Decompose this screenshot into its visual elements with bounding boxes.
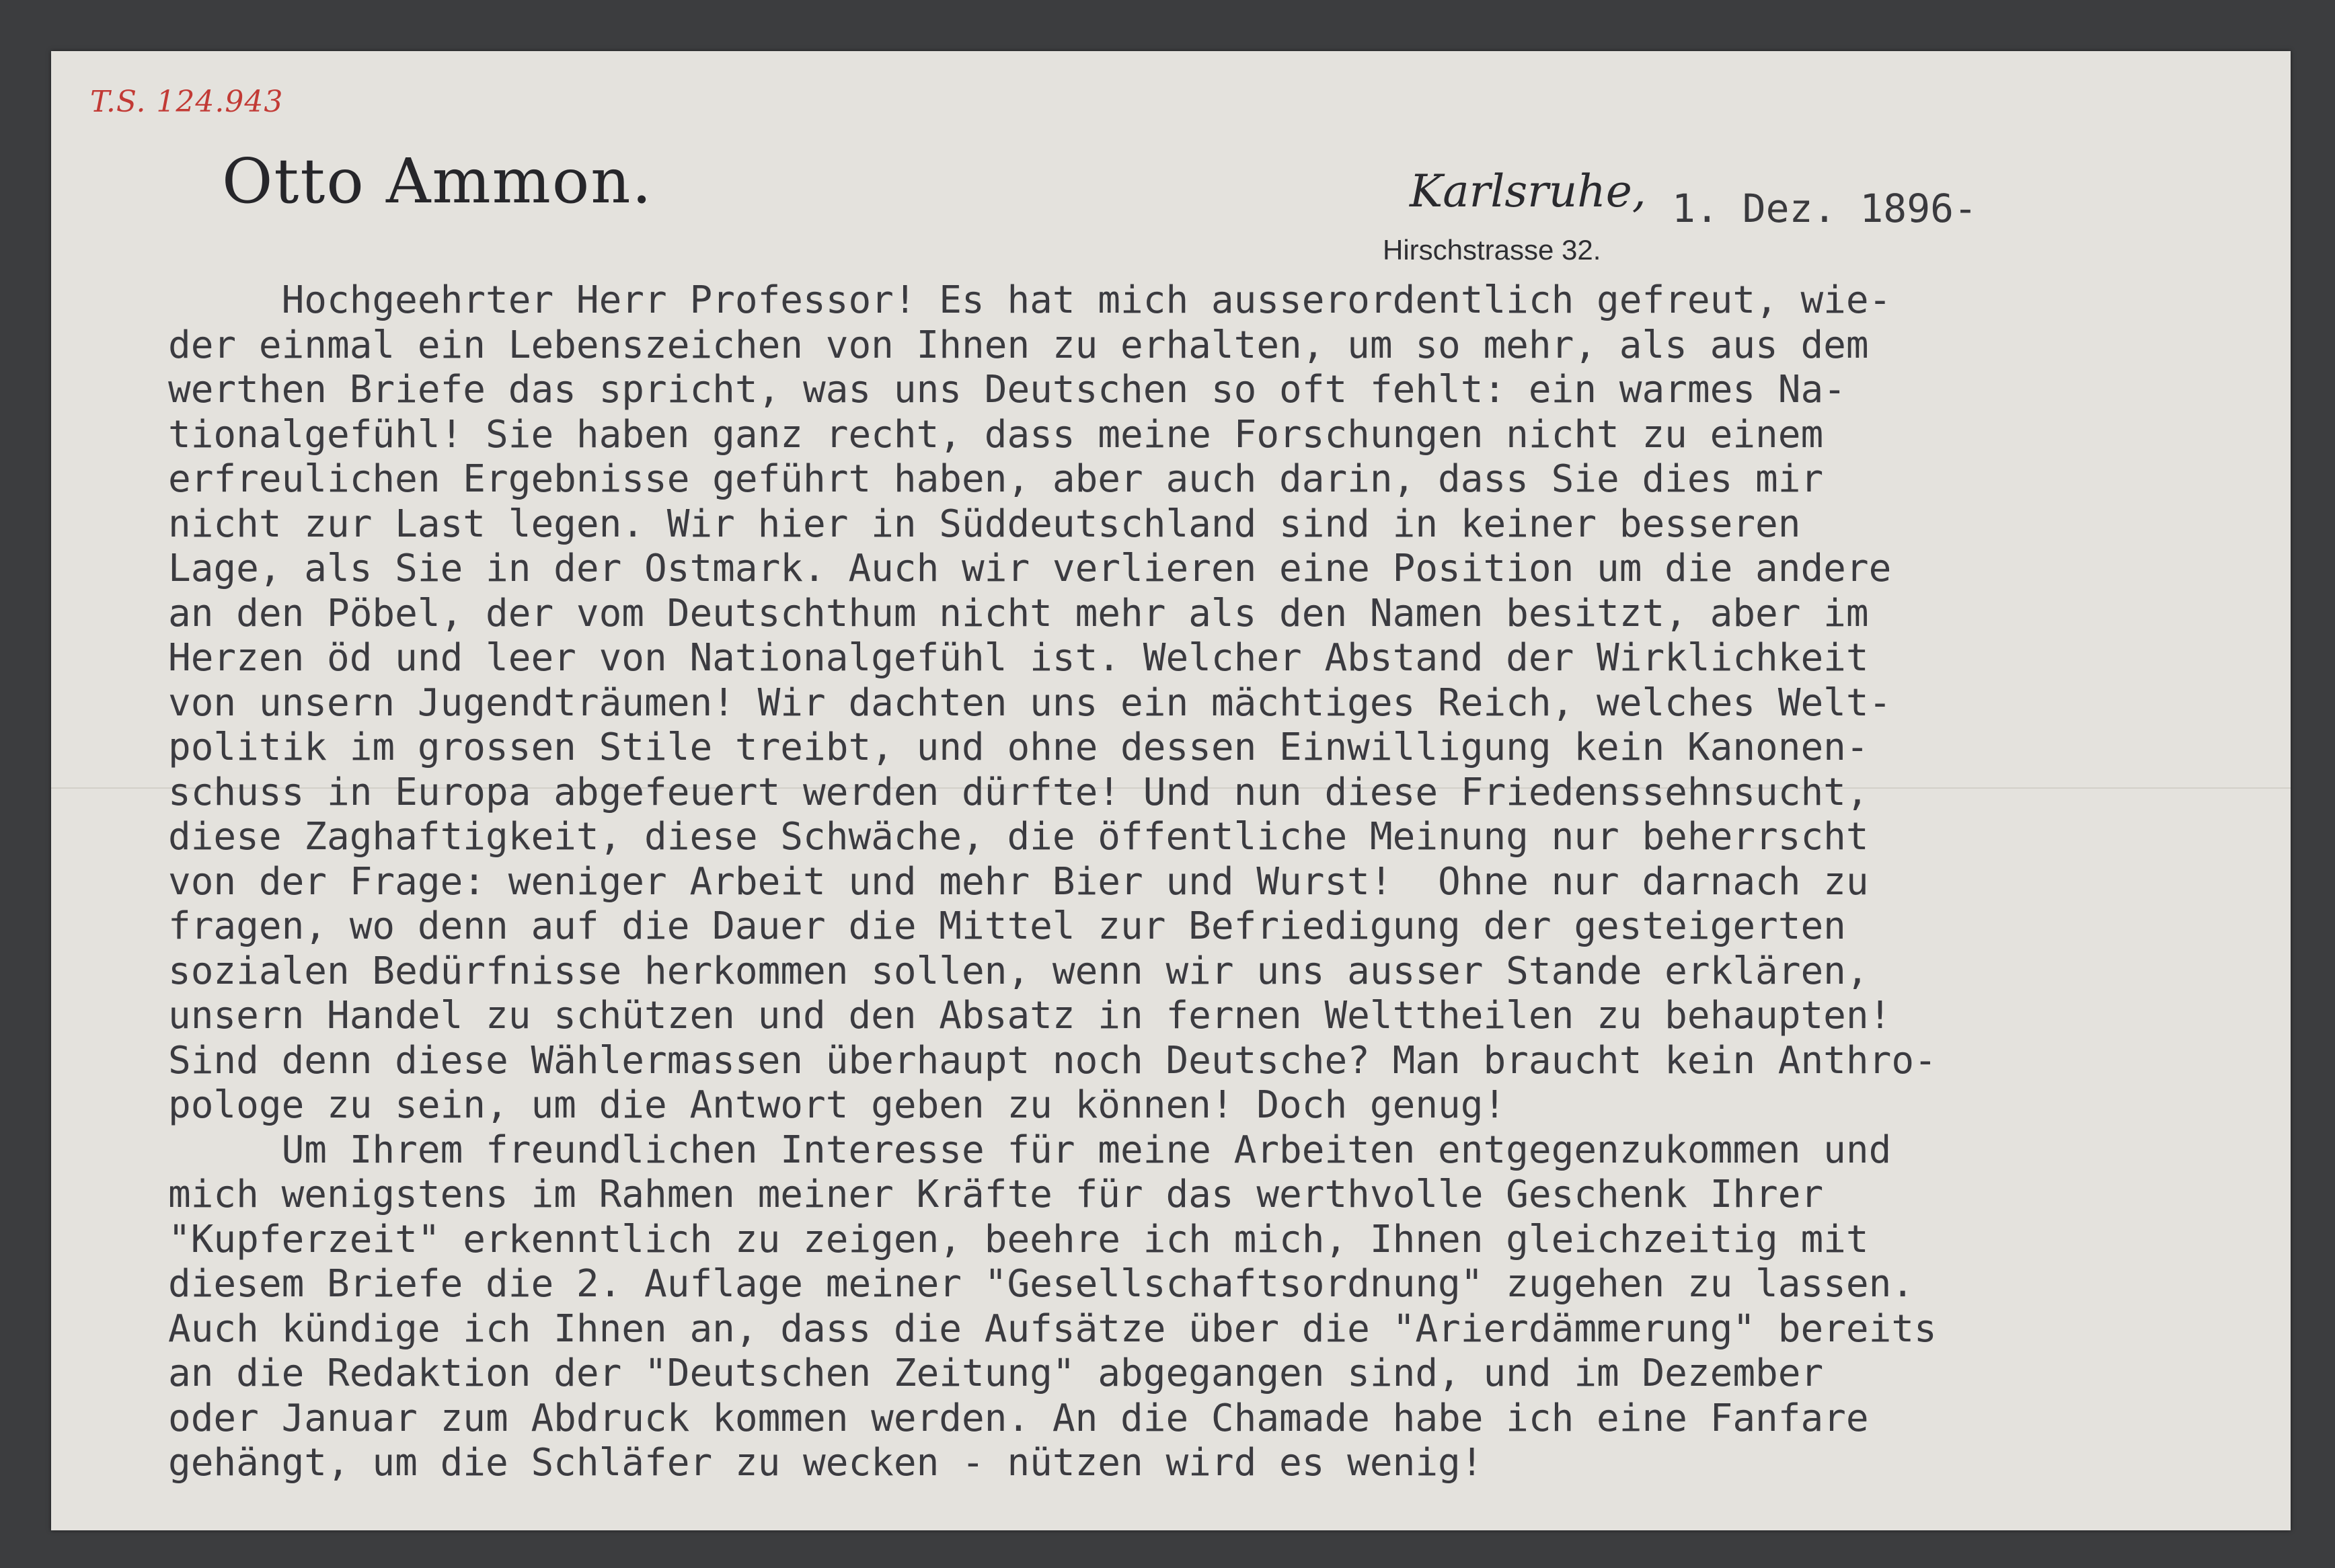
letter-line: "Kupferzeit" erkenntlich zu zeigen, beehre ich mich, Ihnen gleichzeitig mit bbox=[168, 1217, 1869, 1261]
archive-reference-number: T.S. 124.943 bbox=[90, 85, 284, 119]
letterhead-city: Karlsruhe, bbox=[1410, 165, 1646, 217]
letter-line: Herzen öd und leer von Nationalgefühl ist. Welcher Abstand der Wirklichkeit bbox=[168, 636, 1869, 680]
letter-body bbox=[168, 278, 2273, 1486]
letter-line: Um Ihrem freundlichen Interesse für meine Arbeiten entgegenzukommen und bbox=[168, 1128, 1892, 1172]
letter-line: fragen, wo denn auf die Dauer die Mittel zur Befriedigung der gesteigerten bbox=[168, 904, 1846, 948]
letter-line: Sind denn diese Wählermassen überhaupt noch Deutsche? Man braucht kein Anthro- bbox=[168, 1038, 1937, 1083]
letter-line: von unsern Jugendträumen! Wir dachten uns ein mächtiges Reich, welches Welt- bbox=[168, 680, 1892, 725]
letterhead-street-address: Hirschstrasse 32. bbox=[1383, 234, 1601, 266]
letter-line: von der Frage: weniger Arbeit und mehr Bier und Wurst! Ohne nur darnach zu bbox=[168, 859, 1869, 904]
letter-line: unsern Handel zu schützen und den Absatz in fernen Welttheilen zu behaupten! bbox=[168, 994, 1892, 1037]
letter-line: nicht zur Last legen. Wir hier in Süddeutschland sind in keiner besseren bbox=[168, 502, 1801, 546]
letter-page bbox=[51, 51, 2291, 1530]
letterhead-sender-name: Otto Ammon. bbox=[222, 145, 653, 217]
letter-line: an die Redaktion der "Deutschen Zeitung" abgegangen sind, und im Dezember bbox=[168, 1351, 1824, 1395]
letter-line: gehängt, um die Schläfer zu wecken - nützen wird es wenig! bbox=[168, 1441, 1484, 1485]
letter-line: der einmal ein Lebenszeichen von Ihnen zu erhalten, um so mehr, als aus dem bbox=[168, 323, 1869, 367]
letter-line: politik im grossen Stile treibt, und ohne dessen Einwilligung kein Kanonen- bbox=[168, 726, 1869, 769]
letter-line: tionalgefühl! Sie haben ganz recht, dass meine Forschungen nicht zu einem bbox=[168, 412, 1824, 457]
letter-line: Lage, als Sie in der Ostmark. Auch wir verlieren eine Position um die andere bbox=[168, 547, 1892, 590]
letter-line: pologe zu sein, um die Antwort geben zu können! Doch genug! bbox=[168, 1083, 1506, 1127]
letter-line: diese Zaghaftigkeit, diese Schwäche, die öffentliche Meinung nur beherrscht bbox=[168, 815, 1869, 859]
letter-line: werthen Briefe das spricht, was uns Deutschen so oft fehlt: ein warmes Na- bbox=[168, 368, 1846, 411]
letter-line: diesem Briefe die 2. Auflage meiner "Gesellschaftsordnung" zugehen zu lassen. bbox=[168, 1262, 1915, 1306]
letter-line: Hochgeehrter Herr Professor! Es hat mich ausserordentlich gefreut, wie- bbox=[168, 278, 1892, 322]
letter-line: an den Pöbel, der vom Deutschthum nicht mehr als den Namen besitzt, aber im bbox=[168, 591, 1869, 635]
letter-line: sozialen Bedürfnisse herkommen sollen, wenn wir uns ausser Stande erklären, bbox=[168, 949, 1869, 993]
letter-line: oder Januar zum Abdruck kommen werden. An die Chamade habe ich eine Fanfare bbox=[168, 1396, 1869, 1440]
letter-line: Auch kündige ich Ihnen an, dass die Aufsätze über die "Arierdämmerung" bereits bbox=[168, 1306, 1937, 1351]
letter-line: schuss in Europa abgefeuert werden dürfte! Und nun diese Friedenssehnsucht, bbox=[168, 770, 1869, 814]
letter-line: mich wenigstens im Rahmen meiner Kräfte für das werthvolle Geschenk Ihrer bbox=[168, 1173, 1824, 1216]
letter-date: 1. Dez. 1896- bbox=[1672, 186, 1977, 231]
letter-line: erfreulichen Ergebnisse geführt haben, aber auch darin, dass Sie dies mir bbox=[168, 457, 1824, 501]
